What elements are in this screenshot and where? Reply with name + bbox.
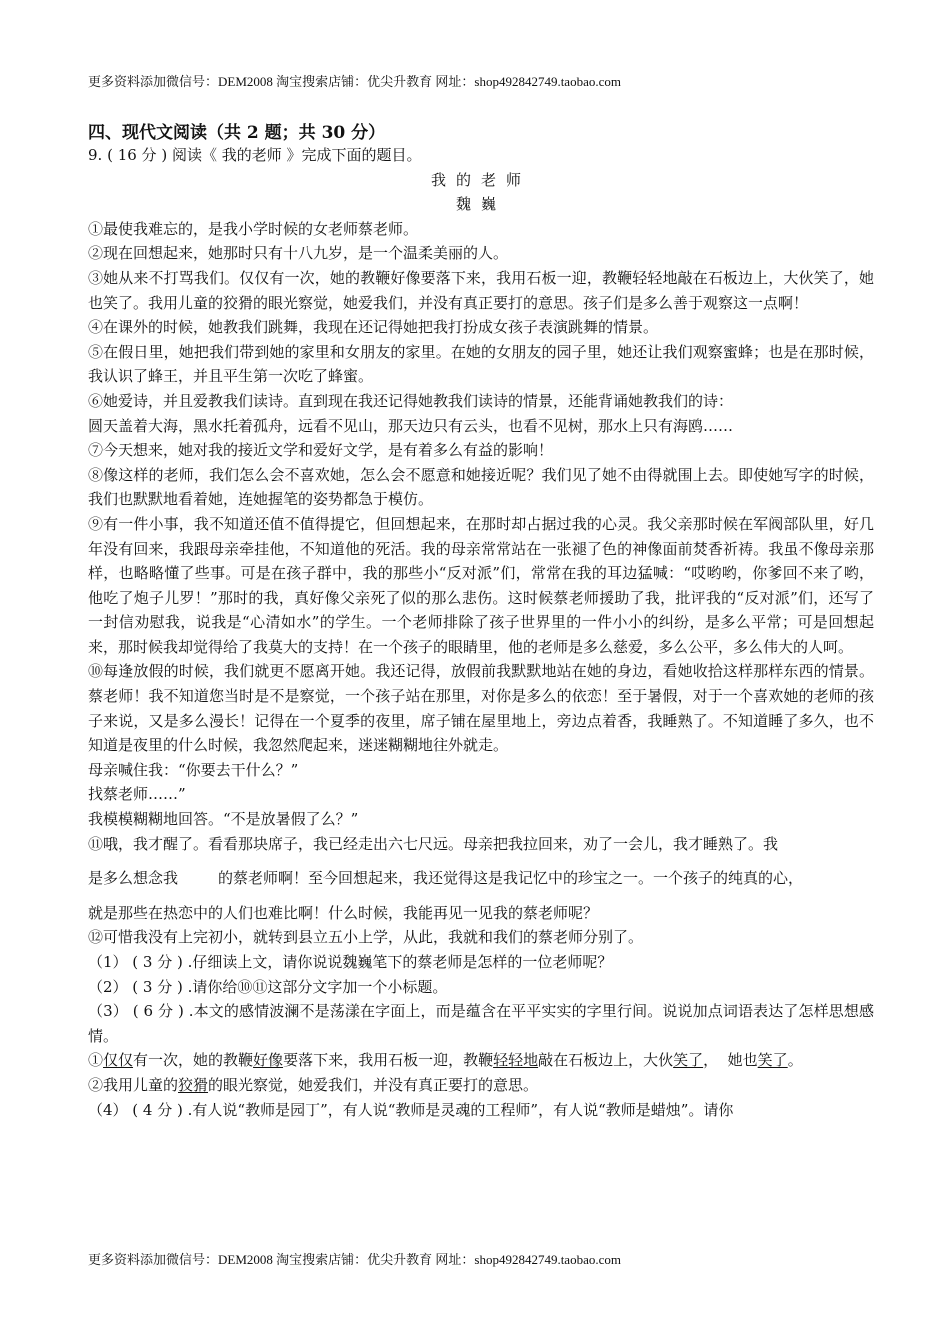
text-run: 的眼光察觉，她爱我们，并没有真正要打的意思。 bbox=[208, 1075, 539, 1094]
dotted-word-xiaole-2: 笑了 bbox=[757, 1051, 788, 1070]
paragraph-11-part-b: 的蔡老师啊！至今回想起来，我还觉得这是我记忆中的珍宝之一。一个孩子的纯真的心， bbox=[218, 869, 804, 888]
paragraph-11-line-1: ⑪哦，我才醒了。看看那块席子，我已经走出六七尺远。母亲把我拉回来，劝了一会儿，我才睡熟了。我 bbox=[88, 834, 779, 853]
text-run: 要落下来，我用石板一迎，教鞭 bbox=[283, 1051, 494, 1070]
question-3: （3） ( 6 分 ) .本文的感情波澜不是荡漾在字面上，而是蕴含在平平实实的字里行间。说说加点词语表达了怎样思想感情。 bbox=[88, 1002, 874, 1045]
paragraph-11-part-a: 是多么想念我 bbox=[88, 869, 179, 888]
reading-content bbox=[88, 143, 874, 1122]
paragraph-3: ③她从来不打骂我们。仅仅有一次，她的教鞭好像要落下来，我用石板一迎，教鞭轻轻地敲在石板边上，大伙笑了，她也笑了。我用儿童的狡猾的眼光察觉，她爱我们，并没有真正要打的意思。孩子们是多么善于观察这一点啊！ bbox=[88, 268, 874, 312]
text-run: 。 bbox=[787, 1051, 803, 1070]
dotted-word-jiaohua: 狡猾 bbox=[178, 1075, 209, 1094]
paragraph-8: ⑧像这样的老师，我们怎么会不喜欢她，怎么会不愿意和她接近呢？我们见了她不由得就围上去。即使她写字的时候，我们也默默地看着她，连她握笔的姿势都急于模仿。 bbox=[88, 465, 874, 509]
question-2: （2） ( 3 分 ) .请你给⑩⑪这部分文字加一个小标题。 bbox=[88, 977, 448, 996]
paragraph-2: ②现在回想起来，她那时只有十八九岁，是一个温柔美丽的人。 bbox=[88, 244, 509, 263]
page-header: 更多资料添加微信号：DEM2008 淘宝搜索店铺：优尖升教育 网址：shop492842749.taobao.com bbox=[88, 74, 621, 89]
dotted-word-xiaole-1: 笑了 bbox=[673, 1051, 704, 1070]
text-run: ① bbox=[88, 1051, 104, 1070]
dotted-word-haoxiang: 好像 bbox=[253, 1051, 284, 1070]
dialogue-line-1: 母亲喊住我：“你要去干什么？” bbox=[88, 760, 299, 779]
text-run: ②我用儿童的 bbox=[88, 1075, 179, 1094]
dotted-word-qingqingde: 轻轻地 bbox=[493, 1051, 539, 1070]
text-run: 敲在石板边上，大伙 bbox=[538, 1051, 674, 1070]
paragraph-7: ⑦今天想来，她对我的接近文学和爱好文学，是有着多么有益的影响！ bbox=[88, 441, 554, 460]
text-run: ， 她也 bbox=[703, 1051, 758, 1070]
page-footer: 更多资料添加微信号：DEM2008 淘宝搜索店铺：优尖升教育 网址：shop492842749.taobao.com bbox=[88, 1252, 621, 1267]
paragraph-11-line-3: 就是那些在热恋中的人们也难比啊！什么时候，我能再见一见我的蔡老师呢？ bbox=[88, 903, 599, 922]
document-page bbox=[88, 0, 874, 1344]
article-title: 我的老师 bbox=[430, 170, 531, 189]
poem-line: 圆天盖着大海，黑水托着孤舟，远看不见山，那天边只有云头，也看不见树，那水上只有海鸥…… bbox=[88, 416, 734, 435]
dialogue-line-2: 找蔡老师……” bbox=[88, 785, 186, 804]
text-run: 有一次，她的教鞭 bbox=[133, 1051, 254, 1070]
question-intro: 9. ( 16 分 ) 阅读《 我的老师 》完成下面的题目。 bbox=[88, 146, 422, 164]
article-author: 魏巍 bbox=[455, 195, 506, 214]
paragraph-6: ⑥她爱诗，并且爱教我们读诗。直到现在我还记得她教我们读诗的情景，还能背诵她教我们的诗： bbox=[88, 391, 734, 410]
paragraph-5: ⑤在假日里，她把我们带到她的家里和女朋友的家里。在她的女朋友的园子里，她还让我们观察蜜蜂；也是在那时候，我认识了蜂王，并且平生第一次吃了蜂蜜。 bbox=[88, 342, 874, 386]
paragraph-1: ①最使我难忘的，是我小学时候的女老师蔡老师。 bbox=[88, 219, 419, 238]
dialogue-line-3: 我模模糊糊地回答。“不是放暑假了么？” bbox=[88, 810, 359, 829]
paragraph-9: ⑨有一件小事，我不知道还值不值得提它，但回想起来，在那时却占据过我的心灵。我父亲那时候在军阀部队里，好几年没有回来，我跟母亲牵挂他，不知道他的死活。我的母亲常常站在一张褪了色的神像面前焚香祈祷。我虽不像母亲那样，也略略懂了些事。可是在孩子群中，我的那些小“反对派”们，常常在我的耳边猛喊：“哎哟哟，你爹回不来了哟，他吃了炮子儿罗！”那时的我，真好像父亲死了似的那么悲伤。这时候蔡老师援助了我，批评我的“反对派”们，还写了一封信劝慰我，说我是“心清如水”的学生。一个老师排除了孩子世界里的一件小小的纠纷，是多么平常；可是回想起来，那时候我却觉得给了我莫大的支持！在一个孩子的眼睛里，他的老师是多么慈爱，多么公平，多么伟大的人呵。 bbox=[88, 514, 874, 656]
question-4: （4） ( 4 分 ) .有人说“教师是园丁”，有人说“教师是灵魂的工程师”，有人说“教师是蜡烛”。请你 bbox=[88, 1100, 734, 1119]
paragraph-12: ⑫可惜我没有上完初小，就转到县立五小上学，从此，我就和我们的蔡老师分别了。 bbox=[88, 928, 644, 947]
paragraph-11-line-2 bbox=[88, 866, 874, 891]
dotted-word-jinjin: 仅仅 bbox=[103, 1051, 134, 1070]
question-3-item-2 bbox=[88, 1073, 874, 1098]
question-3-item-1 bbox=[88, 1048, 874, 1073]
section-title: 四、现代文阅读（共 2 题；共 30 分） bbox=[88, 123, 386, 143]
question-1: （1） ( 3 分 ) .仔细读上文，请你说说魏巍笔下的蔡老师是怎样的一位老师呢？ bbox=[88, 953, 613, 971]
paragraph-4: ④在课外的时候，她教我们跳舞，我现在还记得她把我打扮成女孩子表演跳舞的情景。 bbox=[88, 318, 659, 337]
paragraph-10: ⑩每逢放假的时候，我们就更不愿离开她。我还记得，放假前我默默地站在她的身边，看她收拾这样那样东西的情景。蔡老师！我不知道您当时是不是察觉，一个孩子站在那里，对你是多么的依恋！至于暑假，对于一个喜欢她的老师的孩子来说，又是多么漫长！记得在一个夏季的夜里，席子铺在屋里地上，旁边点着香，我睡熟了。不知道睡了多久，也不知道是夜里的什么时候，我忽然爬起来，迷迷糊糊地往外就走。 bbox=[88, 662, 874, 755]
